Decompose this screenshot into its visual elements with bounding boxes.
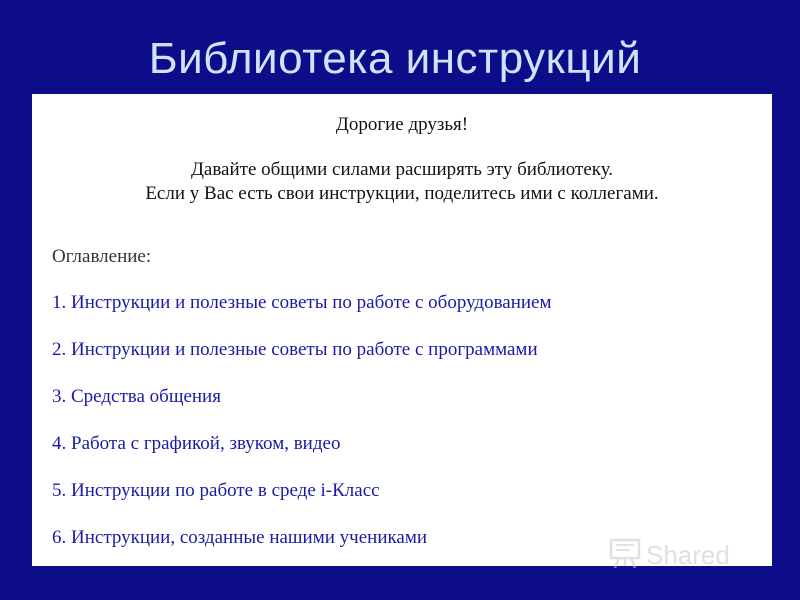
greeting-text: Дорогие друзья! bbox=[335, 114, 469, 135]
intro-line: Если у Вас есть свои инструкции, поделитесь ими с коллегами. bbox=[145, 183, 659, 204]
intro-line: Давайте общими силами расширять эту библиотеку. bbox=[190, 159, 614, 180]
watermark bbox=[608, 536, 730, 575]
intro-text bbox=[32, 158, 772, 206]
toc-link-media[interactable]: 4. Работа с графикой, звуком, видео bbox=[52, 433, 341, 454]
toc-list bbox=[52, 292, 552, 574]
watermark-text: Shared bbox=[646, 540, 730, 570]
toc-link-communication[interactable]: 3. Средства общения bbox=[52, 386, 221, 407]
slide-title: Библиотека инструкций bbox=[148, 34, 642, 83]
presentation-board-icon bbox=[608, 536, 642, 575]
toc-link-equipment[interactable]: 1. Инструкции и полезные советы по работе с оборудованием bbox=[52, 292, 552, 313]
toc-heading: Оглавление: bbox=[52, 246, 152, 267]
toc-link-programs[interactable]: 2. Инструкции и полезные советы по работе с программами bbox=[52, 339, 538, 360]
toc-link-iclass[interactable]: 5. Инструкции по работе в среде i-Класс bbox=[52, 480, 380, 501]
toc-link-students[interactable]: 6. Инструкции, созданные нашими учениками bbox=[52, 527, 428, 548]
content-panel bbox=[32, 94, 772, 566]
